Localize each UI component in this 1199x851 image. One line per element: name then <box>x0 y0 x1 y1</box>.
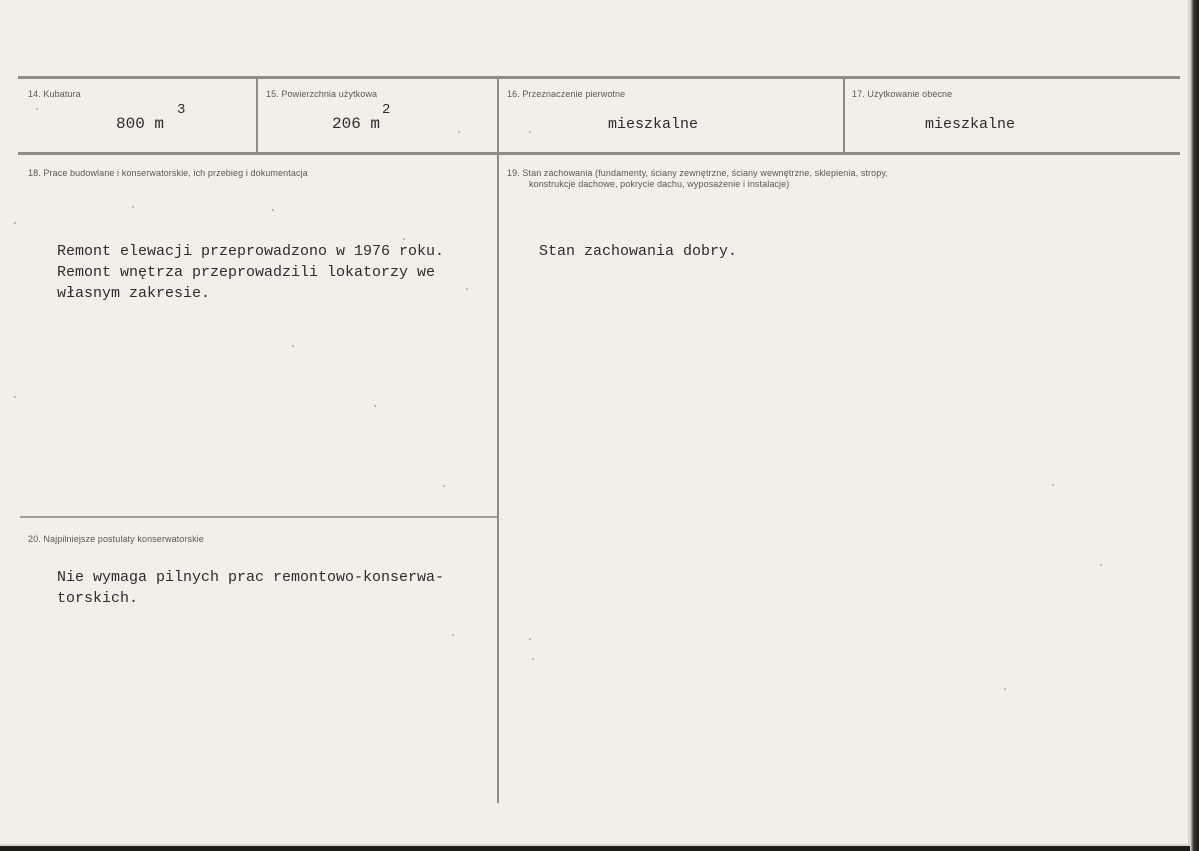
divider-main <box>497 78 499 803</box>
field-18-line-2: Remont wnętrza przeprowadzili lokatorzy we <box>57 264 436 281</box>
paper-speck <box>132 206 134 208</box>
divider-14-15 <box>256 78 258 153</box>
field-20-label: 20. Najpilniejsze postulaty konserwatorskie <box>28 534 204 544</box>
paper-speck <box>532 658 534 660</box>
paper-speck <box>466 288 468 290</box>
section-20-top-rule <box>20 516 498 518</box>
field-16-label: 16. Przeznaczenie pierwotne <box>507 89 626 99</box>
paper-speck <box>1052 484 1054 486</box>
top-rule <box>18 76 1180 79</box>
field-15-value: 206 m <box>332 115 381 133</box>
field-19-label-line-2: konstrukcje dachowe, pokrycie dachu, wyposażenie i instalacje) <box>529 179 790 189</box>
field-16-value: mieszkalne <box>608 116 699 133</box>
paper-speck <box>36 108 38 110</box>
field-18-line-3: własnym zakresie. <box>57 285 211 302</box>
field-18-label: 18. Prace budowlane i konserwatorskie, ich przebieg i dokumentacja <box>28 168 308 178</box>
divider-16-17 <box>843 78 845 153</box>
field-20-line-1: Nie wymaga pilnych prac remontowo-konserwa- <box>57 569 445 586</box>
paper-speck <box>292 345 294 347</box>
paper-speck <box>452 634 454 636</box>
paper-speck <box>1100 564 1102 566</box>
paper-speck <box>529 638 531 640</box>
field-19-label-line-1: 19. Stan zachowania (fundamenty, ściany zewnętrzne, ściany wewnętrzne, sklepienia, stropy, <box>507 168 888 178</box>
paper-speck <box>272 209 274 211</box>
field-14-value: 800 m <box>116 115 165 133</box>
field-18-line-1: Remont elewacji przeprowadzono w 1976 roku. <box>57 243 445 260</box>
field-14-label: 14. Kubatura <box>28 89 81 99</box>
paper-speck <box>374 405 376 407</box>
paper-speck <box>529 131 531 133</box>
field-15-exponent: 2 <box>382 102 391 118</box>
field-14-exponent: 3 <box>177 102 186 118</box>
paper-speck <box>14 396 16 398</box>
paper-speck <box>458 131 460 133</box>
row1-bottom-rule <box>18 152 1180 155</box>
field-17-value: mieszkalne <box>925 116 1016 133</box>
card-right-edge <box>1190 0 1199 851</box>
field-20-line-2: torskich. <box>57 590 139 607</box>
field-17-label: 17. Użytkowanie obecne <box>852 89 953 99</box>
paper-speck <box>403 238 405 240</box>
field-15-label: 15. Powierzchnia użytkowa <box>266 89 378 99</box>
paper-speck <box>1004 688 1006 690</box>
paper-speck <box>14 222 16 224</box>
field-19-value: Stan zachowania dobry. <box>539 243 738 260</box>
paper-speck <box>443 485 445 487</box>
